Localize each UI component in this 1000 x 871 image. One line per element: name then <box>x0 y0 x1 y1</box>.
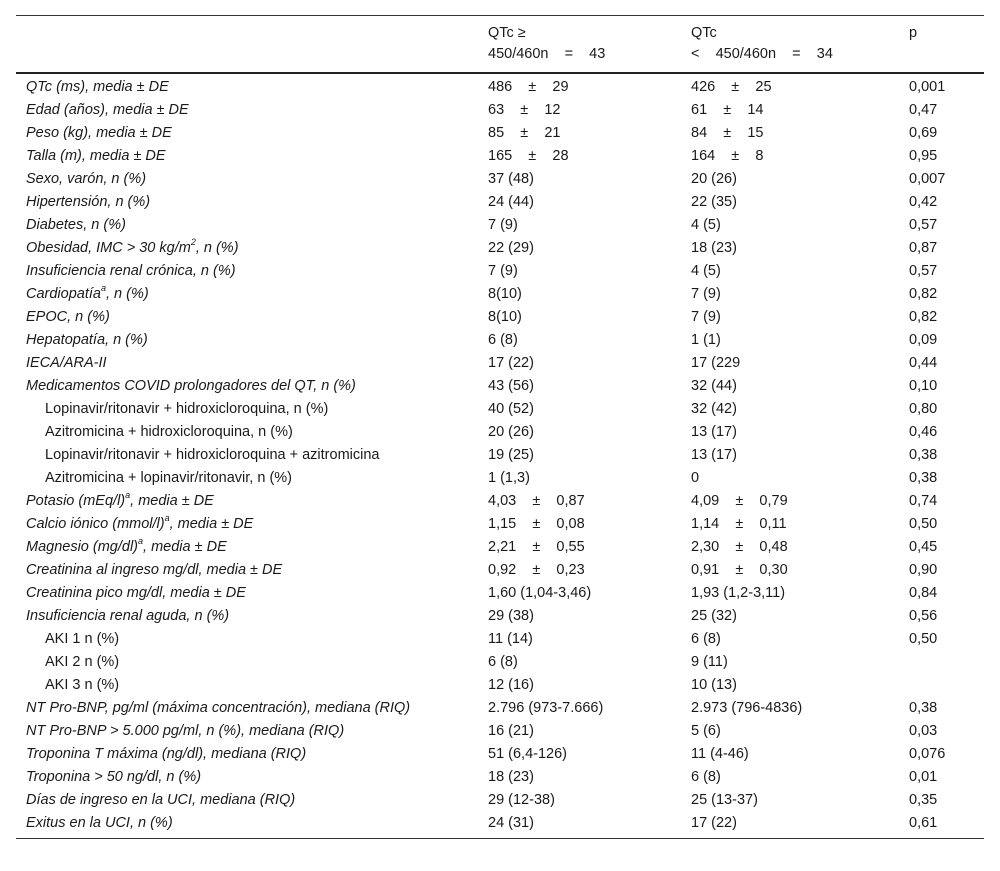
row-label <box>16 697 488 720</box>
table-row <box>16 605 984 628</box>
row-label <box>16 559 488 582</box>
cell-p-value: 0,076 <box>909 746 946 762</box>
cell-qtc-prolonged: 1,15 ± 0,08 <box>488 516 585 532</box>
cell-p-value: 0,56 <box>909 608 938 624</box>
cell-qtc-normal: 164 ± 8 <box>691 148 764 164</box>
cell-qtc-prolonged: 51 (6,4-126) <box>488 746 567 762</box>
row-label-suffix: , media ± DE <box>143 539 227 555</box>
cell-qtc-normal: 61 ± 14 <box>691 102 764 118</box>
header-row <box>16 16 984 74</box>
cell-p-value: 0,44 <box>909 355 938 371</box>
cell-qtc-normal: 17 (22) <box>691 812 909 839</box>
cell-p-value: 0,01 <box>909 769 938 785</box>
table-row <box>16 628 984 651</box>
cell-qtc-normal: 17 (229 <box>691 355 741 371</box>
cell-p-value: 0,38 <box>909 470 938 486</box>
table-row <box>16 73 984 99</box>
row-label <box>16 628 488 651</box>
cell-qtc-normal: 6 (8) <box>691 631 721 647</box>
cell-qtc-prolonged: 20 (26) <box>488 424 534 440</box>
row-label-text: Días de ingreso en la UCI, mediana (RIQ) <box>26 792 296 808</box>
cell-p-value: 0,47 <box>909 102 938 118</box>
table-row <box>16 99 984 122</box>
table-row <box>16 536 984 559</box>
row-label-text: AKI 2 n (%) <box>45 654 120 670</box>
row-label-text: Hepatopatía, n (%) <box>26 332 148 348</box>
cell-qtc-normal: 13 (17) <box>691 424 737 440</box>
cell-qtc-prolonged: 6 (8) <box>488 654 518 670</box>
row-label-text: Creatinina pico mg/dl, media ± DE <box>26 585 246 601</box>
cell-p-value: 0,38 <box>909 447 938 463</box>
row-label-suffix: , media ± DE <box>130 493 214 509</box>
cell-p-value: 0,38 <box>909 700 938 716</box>
row-label-text: Lopinavir/ritonavir + hidroxicloroquina, n (%) <box>45 401 329 417</box>
table-row <box>16 651 984 674</box>
row-label-text: AKI 3 n (%) <box>45 677 120 693</box>
row-label <box>16 674 488 697</box>
table-header <box>16 16 984 74</box>
row-label-superscript: a <box>125 490 131 501</box>
table-row <box>16 122 984 145</box>
row-label <box>16 743 488 766</box>
cell-p-value <box>909 674 984 697</box>
row-label-superscript: a <box>100 283 106 294</box>
row-label-text: Azitromicina + hidroxicloroquina, n (%) <box>45 424 293 440</box>
row-label-text: Insuficiencia renal aguda, n (%) <box>26 608 230 624</box>
row-label-text: IECA/ARA-II <box>26 355 107 371</box>
cell-qtc-prolonged: 165 ± 28 <box>488 148 569 164</box>
row-label-text: Talla (m), media ± DE <box>26 148 166 164</box>
row-label <box>16 375 488 398</box>
cell-p-value: 0,09 <box>909 332 938 348</box>
cell-qtc-normal: 32 (42) <box>691 401 737 417</box>
row-label <box>16 99 488 122</box>
row-label <box>16 720 488 743</box>
row-label <box>16 605 488 628</box>
row-label <box>16 214 488 237</box>
cell-qtc-prolonged: 6 (8) <box>488 332 518 348</box>
cell-qtc-normal: 11 (4-46) <box>691 746 749 762</box>
header-p-value: p <box>909 16 984 74</box>
cell-qtc-prolonged: 7 (9) <box>488 217 518 233</box>
row-label <box>16 812 488 839</box>
row-label-text: Hipertensión, n (%) <box>26 194 151 210</box>
cell-p-value: 0,03 <box>909 723 938 739</box>
cell-qtc-normal: 25 (32) <box>691 608 737 624</box>
cell-qtc-normal: 0 <box>691 470 700 486</box>
table-row <box>16 559 984 582</box>
cell-qtc-normal: 25 (13-37) <box>691 792 758 808</box>
table-row <box>16 490 984 513</box>
row-label-text: Potasio (mEq/l) <box>26 493 126 509</box>
table-row <box>16 582 984 605</box>
cell-qtc-prolonged: 40 (52) <box>488 401 534 417</box>
header-qtc-normal-line1: QTc <box>691 25 717 41</box>
cell-qtc-prolonged: 85 ± 21 <box>488 125 561 141</box>
cell-qtc-prolonged: 18 (23) <box>488 769 534 785</box>
row-label-text: Magnesio (mg/dl) <box>26 539 139 555</box>
cell-qtc-normal: 426 ± 25 <box>691 79 772 95</box>
table-row <box>16 398 984 421</box>
header-qtc-prolonged-line1: QTc ≥ <box>488 25 526 41</box>
cell-p-value: 0,80 <box>909 401 938 417</box>
cell-qtc-normal: 7 (9) <box>691 309 721 325</box>
row-label <box>16 513 488 536</box>
table-row <box>16 306 984 329</box>
row-label <box>16 444 488 467</box>
cell-qtc-prolonged: 29 (38) <box>488 608 534 624</box>
row-label-text: AKI 1 n (%) <box>45 631 120 647</box>
cell-qtc-prolonged: 29 (12-38) <box>488 792 555 808</box>
cell-p-value: 0,35 <box>909 792 938 808</box>
row-label-text: Insuficiencia renal crónica, n (%) <box>26 263 236 279</box>
row-label-suffix: , n (%) <box>105 286 149 302</box>
table-row <box>16 283 984 306</box>
cell-qtc-prolonged: 7 (9) <box>488 263 518 279</box>
cell-p-value: 0,57 <box>909 263 938 279</box>
table-row <box>16 766 984 789</box>
cell-qtc-prolonged: 8(10) <box>488 286 522 302</box>
cell-qtc-prolonged: 22 (29) <box>488 240 534 256</box>
cell-qtc-normal: 6 (8) <box>691 769 721 785</box>
cell-qtc-prolonged: 43 (56) <box>488 378 534 394</box>
row-label-text: NT Pro-BNP, pg/ml (máxima concentración), mediana (RIQ) <box>26 700 411 716</box>
table-row <box>16 237 984 260</box>
row-label-text: Edad (años), media ± DE <box>26 102 189 118</box>
cell-p-value: 0,95 <box>909 148 938 164</box>
row-label <box>16 766 488 789</box>
cell-qtc-prolonged: 19 (25) <box>488 447 534 463</box>
row-label <box>16 145 488 168</box>
cell-qtc-normal: 7 (9) <box>691 286 721 302</box>
cell-qtc-prolonged: 1,60 (1,04-3,46) <box>488 585 592 601</box>
table-row <box>16 421 984 444</box>
cell-qtc-normal: 84 ± 15 <box>691 125 764 141</box>
cell-qtc-prolonged: 0,92 ± 0,23 <box>488 562 585 578</box>
cell-qtc-normal: 5 (6) <box>691 723 721 739</box>
table-row <box>16 513 984 536</box>
cell-qtc-prolonged: 12 (16) <box>488 677 534 693</box>
row-label <box>16 398 488 421</box>
cell-qtc-normal: 18 (23) <box>691 240 737 256</box>
cell-qtc-normal: 1,93 (1,2-3,11) <box>691 585 786 601</box>
table-row <box>16 214 984 237</box>
cell-qtc-normal: 32 (44) <box>691 378 737 394</box>
row-label-text: Troponina > 50 ng/dl, n (%) <box>26 769 202 785</box>
cell-qtc-normal: 22 (35) <box>691 194 737 210</box>
row-label-text: Obesidad, IMC > 30 kg/m <box>26 240 191 256</box>
cell-qtc-normal: 13 (17) <box>691 447 737 463</box>
cell-qtc-prolonged: 11 (14) <box>488 631 533 647</box>
header-qtc-normal <box>691 16 909 74</box>
row-label <box>16 490 488 513</box>
cell-p-value: 0,50 <box>909 631 938 647</box>
row-label <box>16 191 488 214</box>
row-label-text: Calcio iónico (mmol/l) <box>26 516 165 532</box>
cell-p-value: 0,61 <box>909 812 984 839</box>
cell-p-value: 0,90 <box>909 562 938 578</box>
cell-qtc-prolonged: 8(10) <box>488 309 522 325</box>
table-row <box>16 812 984 839</box>
cell-qtc-normal: 2.973 (796-4836) <box>691 700 803 716</box>
header-qtc-prolonged-line2: 450/460n = 43 <box>488 46 606 62</box>
row-label <box>16 306 488 329</box>
table-row <box>16 329 984 352</box>
data-table <box>16 15 984 839</box>
row-label-text: NT Pro-BNP > 5.000 pg/ml, n (%), mediana (RIQ) <box>26 723 345 739</box>
cell-qtc-normal: 9 (11) <box>691 654 728 670</box>
cell-p-value: 0,82 <box>909 309 938 325</box>
table-row <box>16 375 984 398</box>
cell-p-value: 0,007 <box>909 171 946 187</box>
row-label-suffix: , media ± DE <box>169 516 254 532</box>
cell-qtc-prolonged: 63 ± 12 <box>488 102 561 118</box>
row-label-text: Creatinina al ingreso mg/dl, media ± DE <box>26 562 283 578</box>
table-row <box>16 260 984 283</box>
row-label-text: EPOC, n (%) <box>26 309 110 325</box>
cell-p-value: 0,001 <box>909 79 946 95</box>
row-label <box>16 237 488 260</box>
row-label-text: QTc (ms), media ± DE <box>26 79 169 95</box>
row-label-suffix: , n (%) <box>195 240 239 256</box>
cell-p-value: 0,50 <box>909 516 938 532</box>
cell-qtc-normal: 4 (5) <box>691 263 721 279</box>
cell-qtc-normal: 10 (13) <box>691 677 737 693</box>
header-variable <box>16 16 488 74</box>
cell-p-value: 0,45 <box>909 539 938 555</box>
row-label <box>16 582 488 605</box>
cell-qtc-normal: 2,30 ± 0,48 <box>691 539 788 555</box>
cell-qtc-prolonged: 37 (48) <box>488 171 534 187</box>
row-label-text: Cardiopatía <box>26 286 101 302</box>
cell-qtc-prolonged: 4,03 ± 0,87 <box>488 493 585 509</box>
table-row <box>16 743 984 766</box>
table-row <box>16 444 984 467</box>
header-qtc-normal-line2: < 450/460n = 34 <box>691 46 833 62</box>
cell-p-value: 0,87 <box>909 240 938 256</box>
cell-qtc-normal: 1,14 ± 0,11 <box>691 516 787 532</box>
row-label-text: Lopinavir/ritonavir + hidroxicloroquina + azitromicina <box>45 447 380 463</box>
cell-qtc-normal: 1 (1) <box>691 332 721 348</box>
row-label <box>16 168 488 191</box>
row-label-superscript: 2 <box>190 237 196 248</box>
cell-qtc-prolonged: 2,21 ± 0,55 <box>488 539 585 555</box>
cell-qtc-prolonged: 17 (22) <box>488 355 534 371</box>
row-label-superscript: a <box>138 536 144 547</box>
row-label-text: Diabetes, n (%) <box>26 217 126 233</box>
row-label-text: Medicamentos COVID prolongadores del QT, n (%) <box>26 378 356 394</box>
row-label <box>16 283 488 306</box>
cell-qtc-prolonged: 486 ± 29 <box>488 79 569 95</box>
row-label <box>16 467 488 490</box>
row-label <box>16 651 488 674</box>
table-row <box>16 352 984 375</box>
cell-p-value: 0,74 <box>909 493 938 509</box>
row-label <box>16 73 488 99</box>
row-label-text: Exitus en la UCI, n (%) <box>26 815 173 831</box>
row-label <box>16 536 488 559</box>
row-label-text: Sexo, varón, n (%) <box>26 171 147 187</box>
cell-p-value: 0,69 <box>909 125 938 141</box>
cell-p-value: 0,57 <box>909 217 938 233</box>
cell-qtc-normal: 4 (5) <box>691 217 721 233</box>
table-row <box>16 168 984 191</box>
table-row <box>16 145 984 168</box>
row-label <box>16 789 488 812</box>
cell-qtc-normal: 4,09 ± 0,79 <box>691 493 788 509</box>
row-label <box>16 122 488 145</box>
row-label <box>16 329 488 352</box>
table-body <box>16 73 984 839</box>
cell-qtc-normal: 0,91 ± 0,30 <box>691 562 788 578</box>
row-label <box>16 352 488 375</box>
cell-qtc-prolonged: 2.796 (973-7.666) <box>488 700 604 716</box>
table-row <box>16 467 984 490</box>
cell-qtc-prolonged: 24 (44) <box>488 194 534 210</box>
table-container <box>16 15 984 839</box>
cell-p-value <box>909 651 984 674</box>
table-row <box>16 720 984 743</box>
row-label-text: Troponina T máxima (ng/dl), mediana (RIQ) <box>26 746 307 762</box>
table-row <box>16 674 984 697</box>
row-label <box>16 260 488 283</box>
row-label-superscript: a <box>164 513 170 524</box>
cell-p-value: 0,82 <box>909 286 938 302</box>
cell-p-value: 0,84 <box>909 585 938 601</box>
cell-qtc-prolonged: 16 (21) <box>488 723 534 739</box>
cell-p-value: 0,10 <box>909 378 938 394</box>
cell-qtc-prolonged: 24 (31) <box>488 812 691 839</box>
table-row <box>16 789 984 812</box>
cell-qtc-normal: 20 (26) <box>691 171 737 187</box>
row-label <box>16 421 488 444</box>
table-row <box>16 191 984 214</box>
row-label-text: Peso (kg), media ± DE <box>26 125 172 141</box>
cell-qtc-prolonged: 1 (1,3) <box>488 470 530 486</box>
cell-p-value: 0,42 <box>909 194 938 210</box>
header-qtc-prolonged <box>488 16 691 74</box>
row-label-text: Azitromicina + lopinavir/ritonavir, n (%) <box>45 470 292 486</box>
table-row <box>16 697 984 720</box>
cell-p-value: 0,46 <box>909 424 938 440</box>
